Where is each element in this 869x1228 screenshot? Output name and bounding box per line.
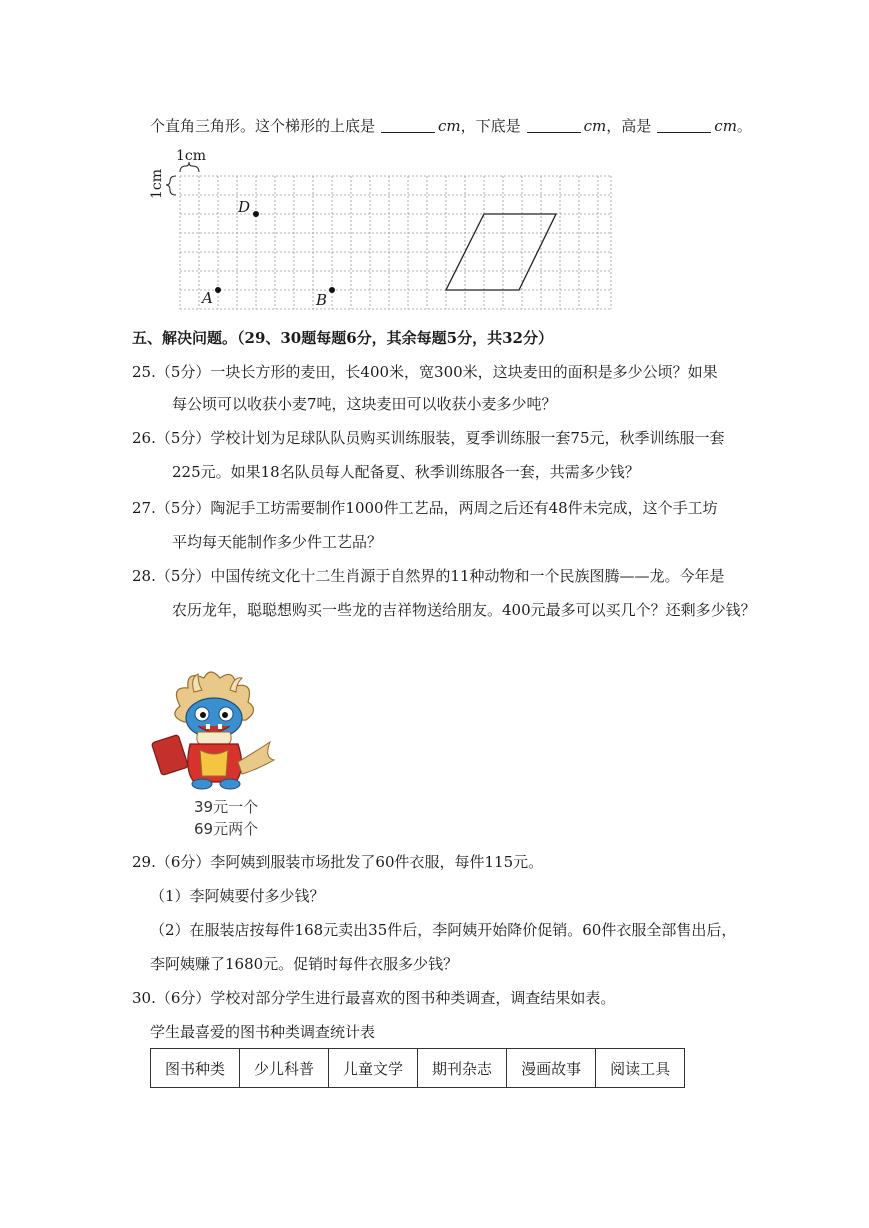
- q28-line2: 农历龙年，聪聪想购买一些龙的吉祥物送给朋友。400元最多可以买几个？还剩多少钱？: [172, 601, 756, 619]
- q29-sub2-line1: （2）在服装店按每件168元卖出35件后，李阿姨开始降价促销。60件衣服全部售出后，: [150, 921, 737, 939]
- table-header-cell: 少儿科普: [240, 1049, 329, 1088]
- table-header-cell: 期刊杂志: [418, 1049, 507, 1088]
- table-header-cell: 儿童文学: [329, 1049, 418, 1088]
- q24-text: 。: [736, 117, 752, 135]
- q24-text: ，下底是: [460, 117, 521, 135]
- grid-lines: [180, 176, 611, 309]
- price-pair: 69元两个: [194, 820, 259, 838]
- point-a-label: A: [202, 289, 213, 307]
- q29-sub2-line2: 李阿姨赚了1680元。促销时每件衣服多少钱？: [150, 955, 459, 973]
- grid-svg: [150, 148, 620, 314]
- point-b-dot: [329, 287, 335, 293]
- unit-cm: cm: [438, 117, 461, 135]
- answer-blank-top-base[interactable]: [381, 118, 435, 133]
- scale-brace-left: [166, 176, 176, 195]
- scale-y-label: 1cm: [149, 168, 166, 200]
- point-d-label: D: [238, 198, 251, 216]
- section-title: 五、解决问题。（29、30题每题6分，其余每题5分，共32分）: [132, 329, 553, 347]
- q24-text: ，高是: [606, 117, 652, 135]
- q29-line1: 29.（6分）李阿姨到服装市场批发了60件衣服，每件115元。: [132, 853, 544, 871]
- q26-line1: 26.（5分）学校计划为足球队队员购买训练服装，夏季训练服一套75元，秋季训练服一套: [132, 429, 725, 447]
- q24-tail-line: [150, 116, 752, 136]
- table-header-cell: 阅读工具: [596, 1049, 685, 1088]
- q29-sub1: （1）李阿姨要付多少钱？: [150, 887, 325, 905]
- table-header-cell: 漫画故事: [507, 1049, 596, 1088]
- answer-blank-height[interactable]: [657, 118, 711, 133]
- q28-line1: 28.（5分）中国传统文化十二生肖源于自然界的11种动物和一个民族图腾——龙。今年是: [132, 567, 725, 585]
- price-single: 39元一个: [194, 798, 259, 816]
- unit-cm: cm: [583, 117, 607, 135]
- dragon-mascot-image: [150, 666, 280, 794]
- book-survey-table: [150, 1048, 685, 1088]
- unit-cm: cm: [714, 117, 737, 135]
- q30-line1: 30.（6分）学校对部分学生进行最喜欢的图书种类调查，调查结果如表。: [132, 989, 616, 1007]
- point-b-label: B: [316, 291, 328, 309]
- q27-line2: 平均每天能制作多少件工艺品？: [172, 533, 383, 551]
- table-header-cell: 图书种类: [151, 1049, 240, 1088]
- table-title: 学生最喜爱的图书种类调查统计表: [150, 1023, 376, 1041]
- q25-line1: 25.（5分）一块长方形的麦田，长400米，宽300米，这块麦田的面积是多少公顷？如果: [132, 363, 718, 381]
- q24-text: 个直角三角形。这个梯形的上底是: [150, 117, 376, 135]
- point-a-dot: [215, 287, 221, 293]
- answer-blank-bottom-base[interactable]: [527, 118, 581, 133]
- q26-line2: 225元。如果18名队员每人配备夏、秋季训练服各一套，共需多少钱？: [172, 463, 640, 481]
- scale-x-label: 1cm: [176, 148, 207, 164]
- point-d-dot: [253, 211, 259, 217]
- grid-figure: [150, 148, 620, 314]
- dragon-icon: [150, 666, 280, 794]
- q25-line2: 每公顷可以收获小麦7吨，这块麦田可以收获小麦多少吨？: [172, 395, 557, 413]
- q27-line1: 27.（5分）陶泥手工坊需要制作1000件工艺品，两周之后还有48件未完成，这个手工坊: [132, 499, 718, 517]
- table-row: [151, 1049, 685, 1088]
